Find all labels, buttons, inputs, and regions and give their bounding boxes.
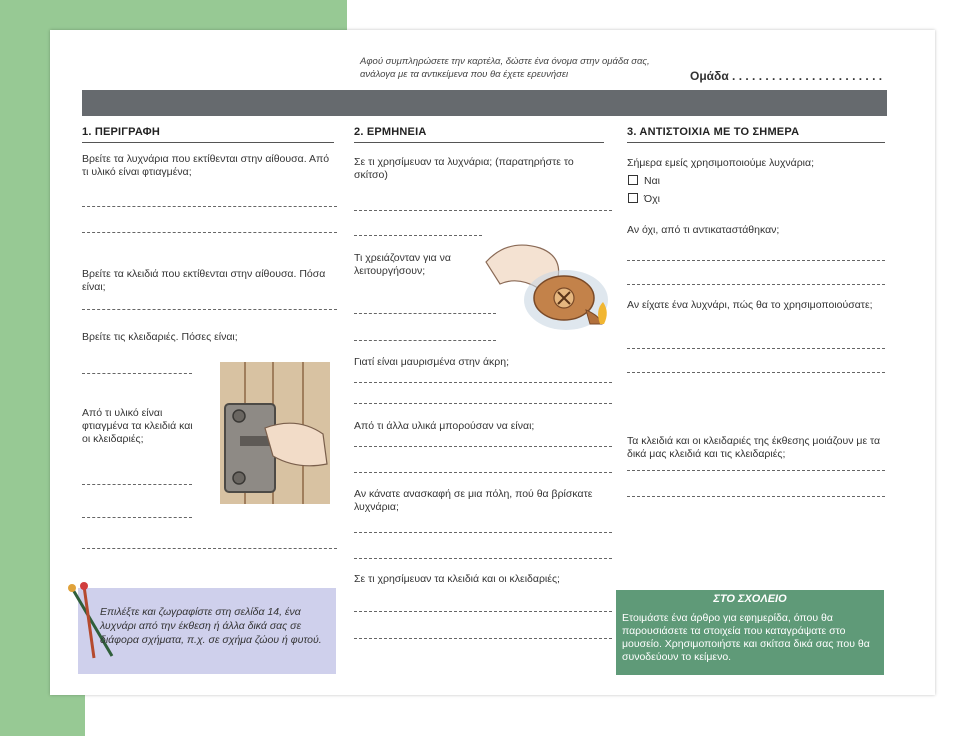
answer-line[interactable] (354, 382, 612, 383)
answer-line[interactable] (354, 638, 612, 639)
question-locks-count: Βρείτε τις κλειδαριές. Πόσες είναι; (82, 331, 238, 343)
option-yes[interactable] (628, 175, 660, 188)
answer-line[interactable] (627, 348, 885, 349)
answer-line[interactable] (82, 232, 337, 233)
question-keys-count: Βρείτε τα κλειδιά που εκτίθενται στην αίθουσα. Πόσα είναι; (82, 268, 326, 293)
question-lamps-black-edge: Γιατί είναι μαυρισμένα στην άκρη; (354, 356, 510, 368)
question-lamps-need: Τι χρειάζονταν για να λειτουργήσουν; (354, 252, 451, 277)
answer-line[interactable] (354, 235, 482, 236)
green-bottom-band (0, 703, 85, 736)
drawing-task-text: Επιλέξτε και ζωγραφίστε στη σελίδα 14, ένα λυχνάρι από την έκθεση ή άλλα δικά σας σε διάφορα σχήματα, π.χ. σε σχήμα ζώου ή φυτού. (100, 606, 322, 646)
checkbox-icon[interactable] (628, 175, 638, 185)
question-replacement: Αν όχι, από τι αντικαταστάθηκαν; (627, 224, 780, 236)
section-heading-interpretation: 2. ΕΡΜΗΝΕΙΑ (354, 126, 604, 143)
answer-line[interactable] (627, 496, 885, 497)
answer-line[interactable] (82, 484, 192, 485)
answer-line[interactable] (354, 558, 612, 559)
option-yes-label: Ναι (644, 175, 660, 187)
header-instruction: Αφού συμπληρώσετε την καρτέλα, δώστε ένα όνομα στην ομάδα σας, ανάλογα με τα αντικείμενα που θα έχετε ερευνήσει (360, 56, 650, 80)
answer-line[interactable] (354, 340, 496, 341)
question-lamps-material: Βρείτε τα λυχνάρια που εκτίθενται στην αίθουσα. Από τι υλικό είναι φτιαγμένα; (82, 153, 330, 178)
answer-line[interactable] (354, 611, 612, 612)
question-use-lamp: Αν είχατε ένα λυχνάρι, πώς θα το χρησιμοποιούσατε; (627, 299, 873, 311)
oil-lamp-illustration (478, 232, 616, 352)
group-name-field[interactable]: Ομάδα . . . . . . . . . . . . . . . . . . . . . . . (690, 69, 883, 83)
question-lamps-today: Σήμερα εμείς χρησιμοποιούμε λυχνάρια; (627, 157, 814, 169)
answer-line[interactable] (627, 284, 885, 285)
school-box-text: Ετοιμάστε ένα άρθρο για εφημερίδα, όπου θα παρουσιάσετε τα στοιχεία που καταγράψατε στο μουσείο. Χρησιμοποιήστε και σκίτσα δικά σας που θα συνοδεύουν το κείμενο. (622, 612, 870, 663)
answer-line[interactable] (627, 372, 885, 373)
answer-line[interactable] (82, 373, 192, 374)
question-keys-material: Από τι υλικό είναι φτιαγμένα τα κλειδιά και οι κλειδαριές; (82, 407, 193, 445)
question-excavation: Αν κάνατε ανασκαφή σε μια πόλη, πού θα βρίσκατε λυχνάρια; (354, 488, 593, 513)
question-keys-use: Σε τι χρησίμευαν τα κλειδιά και οι κλειδαριές; (354, 573, 560, 585)
answer-line[interactable] (82, 206, 337, 207)
answer-line[interactable] (627, 260, 885, 261)
answer-line[interactable] (354, 532, 612, 533)
answer-line[interactable] (354, 313, 496, 314)
section-heading-description: 1. ΠΕΡΙΓΡΑΦΗ (82, 126, 334, 143)
answer-line[interactable] (354, 446, 612, 447)
lock-illustration (215, 358, 335, 508)
answer-line[interactable] (354, 403, 612, 404)
answer-line[interactable] (82, 548, 337, 549)
section-heading-today: 3. ΑΝΤΙΣΤΟΙΧΙΑ ΜΕ ΤΟ ΣΗΜΕΡΑ (627, 126, 885, 143)
question-keys-compare: Τα κλειδιά και οι κλειδαριές της έκθεσης μοιάζουν με τα δικά μας κλειδιά και τις κλειδαριές; (627, 435, 881, 460)
header-dark-bar (82, 90, 887, 116)
checkbox-icon[interactable] (628, 193, 638, 203)
answer-line[interactable] (82, 517, 192, 518)
answer-line[interactable] (354, 210, 612, 211)
answer-line[interactable] (354, 472, 612, 473)
question-other-materials: Από τι άλλα υλικά μπορούσαν να είναι; (354, 420, 535, 432)
option-no[interactable] (628, 193, 660, 206)
option-no-label: Όχι (644, 193, 660, 205)
answer-line[interactable] (82, 309, 337, 310)
question-lamps-use: Σε τι χρησίμευαν τα λυχνάρια; (παρατηρήστε το σκίτσο) (354, 156, 574, 181)
school-box-title: ΣΤΟ ΣΧΟΛΕΙΟ (713, 593, 787, 605)
answer-line[interactable] (627, 470, 885, 471)
